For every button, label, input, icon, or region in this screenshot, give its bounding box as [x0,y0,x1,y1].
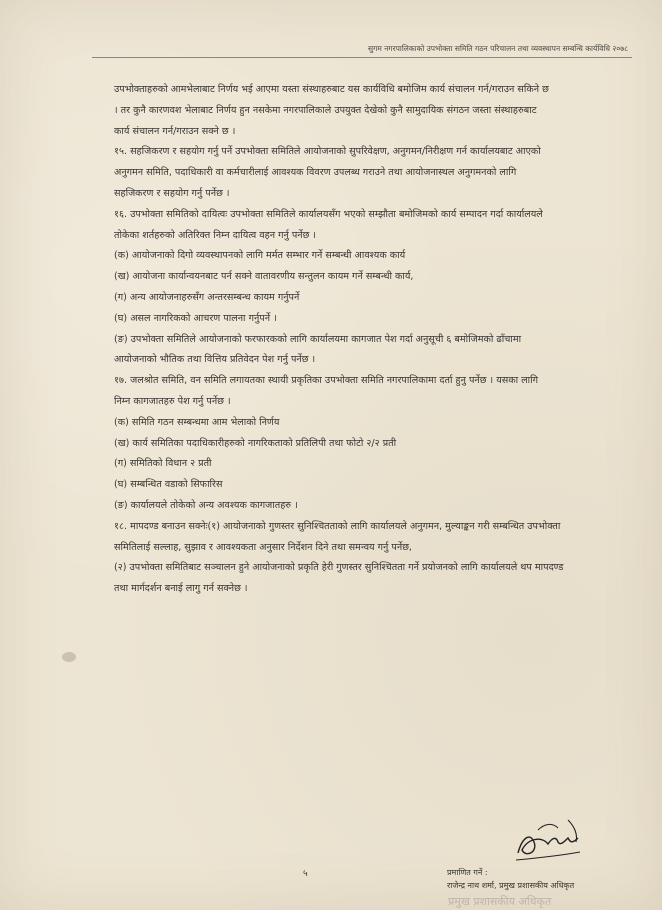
header-rule [92,57,632,58]
faded-stamp: प्रमुख प्रशासकीय अधिकृत [448,895,552,908]
body-line: (२) उपभोक्ता समितिबाट सञ्चालन हुने आयोजनाको प्रकृति हेरी गुणस्तर सुनिश्चितता गर्ने प्रयोजनको लागि कार्यालयले थप मापदण्ड [114,562,564,574]
body-line: १६. उपभोक्ता समितिको दायित्वः उपभोक्ता समितिले कार्यालयसँग भएको सम्झौता बमोजिमको कार्य सम्पादन गर्दा कार्यालयले [114,208,543,220]
page-header: सुगम नगरपालिकाको उपभोक्ता समिति गठन परिचालन तथा व्यवस्थापन सम्बन्धि कार्यविधि २०७८ [368,44,628,53]
body-line: अनुगमन समिति, पदाधिकारी वा कर्मचारीलाई आवश्यक विवरण उपलब्ध गराउने तथा आयोजनास्थल अनुगमनको लागि [114,167,517,179]
body-line: १८. मापदण्ड बनाउन सक्नेः(१) आयोजनाको गुणस्तर सुनिश्चितताको लागि कार्यालयले अनुगमन, मुल्याङ्कन गरी सम्बन्धित उपभोक्ता [114,520,561,532]
certifier-name: राजेन्द्र नाथ शर्मा, प्रमुख प्रशासकीय अधिकृत [447,881,575,890]
certification-block [447,866,574,892]
body-line: निम्न कागजातहरु पेश गर्नु पर्नेछ । [114,395,231,407]
body-line: (ग) समितिको विधान २ प्रती [114,458,212,470]
body-line: समितिलाई सल्लाह, सुझाव र आवश्यकता अनुसार निर्देशन दिने तथा समन्वय गर्नु पर्नेछ, [114,541,412,553]
body-line: (क) समिति गठन सम्बन्धमा आम भेलाको निर्णय [114,416,280,428]
body-line: (क) आयोजनाको दिगो व्यवस्थापनको लागि मर्मत सम्भार गर्ने सम्बन्धी आवश्यक कार्य [114,250,406,262]
body-line: आयोजनाको भौतिक तथा वित्तिय प्रतिवेदन पेश गर्नु पर्नेछ । [114,354,316,366]
body-line: (घ) सम्बन्धित वडाको सिफारिस [114,479,223,491]
certified-label: प्रमाणित गर्ने : [447,868,488,877]
document-body [114,80,624,600]
body-line: (ङ) कार्यालयले तोकेको अन्य अवश्यक कागजातहरु । [114,499,298,511]
body-line: सहजिकरण र सहयोग गर्नु पर्नेछ । [114,187,230,199]
body-line: (ख) आयोजना कार्यान्वयनबाट पर्न सक्ने वातावरणीय सन्तुलन कायम गर्ने सम्बन्धी कार्य, [114,271,414,283]
body-line: (ख) कार्य समितिका पदाधिकारीहरुको नागरिकताको प्रतिलिपी तथा फोटो २/२ प्रती [114,437,397,449]
body-line: । तर कुनै कारणवश भेलाबाट निर्णय हुन नसकेमा नगरपालिकाले उपयुक्त देखेको कुनै सामुदायिक संगठन जस्ता संस्थाहरुबाट [114,104,537,116]
body-line: उपभोक्ताहरुको आमभेलाबाट निर्णय भई आएमा यस्ता संस्थाहरुबाट यस कार्यविधि बमोजिम कार्य संचालन गर्न/गराउन सकिने छ [114,84,549,95]
signature-image [508,808,588,868]
body-line: (ग) अन्य आयोजनाहरुसँग अन्तरसम्बन्ध कायम गर्नुपर्ने [114,291,300,303]
body-line: कार्य संचालन गर्न/गराउन सक्ने छ । [114,125,236,137]
body-line: १७. जलश्रोत समिति, वन समिति लगायतका स्थायी प्रकृतिका उपभोक्ता समिति नगरपालिकामा दर्ता हुनु पर्नेछ । यसका लागि [114,375,539,387]
body-line: तोकेका शर्तहरुको अतिरिक्त निम्न दायित्व वहन गर्नु पर्नेछ । [114,229,317,241]
body-line: तथा मार्गदर्शन बनाई लागु गर्न सक्नेछ । [114,583,248,595]
body-line: (ङ) उपभोक्ता समितिले आयोजनाको फरफारकको लागि कार्यालयमा कागजात पेश गर्दा अनुसूची ६ बमोजिमको ढाँचामा [114,333,522,345]
body-line: १५. सहजिकरण र सहयोग गर्नु पर्ने उपभोक्ता समितिले आयोजनाको सुपरिवेक्षण, अनुगमन/निरीक्षण गर्न कार्यालयबाट आएको [114,146,541,158]
paper-stain [62,652,76,662]
body-line: (घ) असल नागरिकको आचरण पालना गर्नुपर्ने । [114,312,277,324]
page-number: ५ [303,869,308,879]
